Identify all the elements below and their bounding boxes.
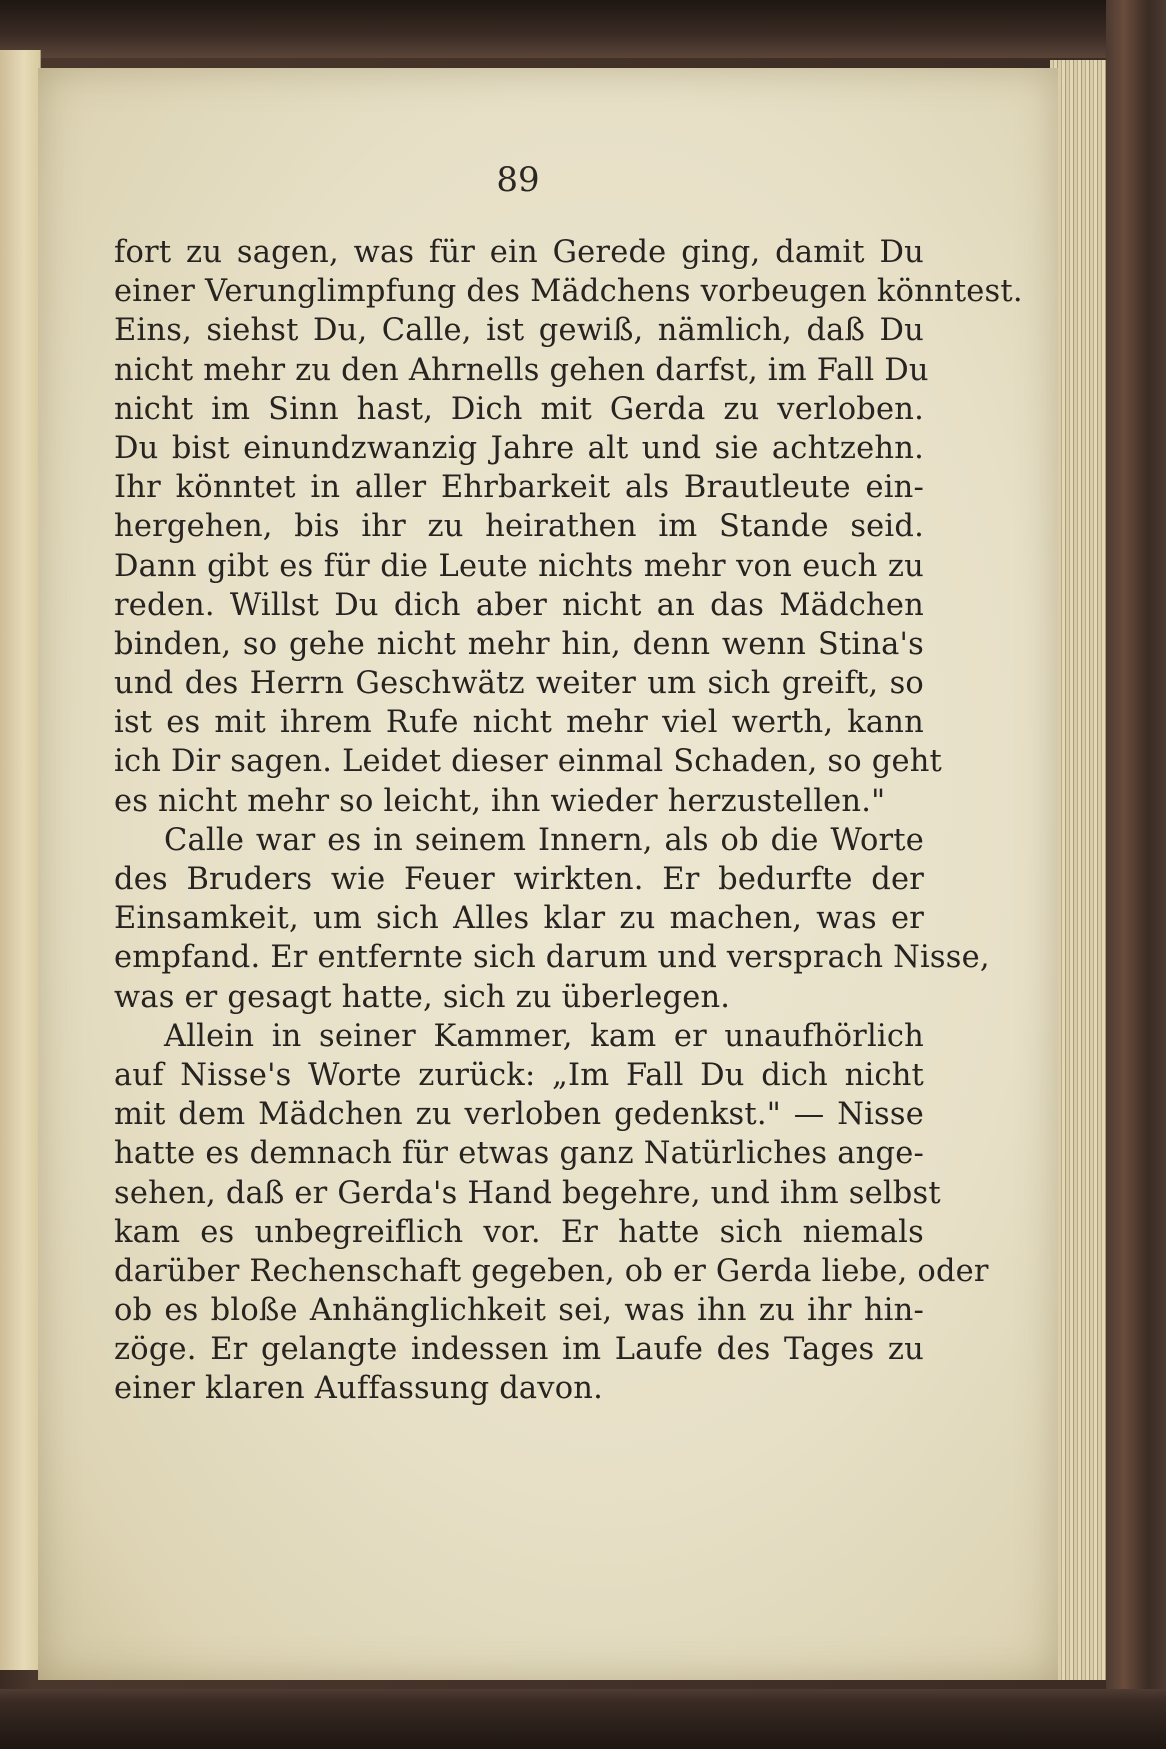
- text-line: darüber Rechenschaft gegeben, ob er Gerda liebe, oder: [114, 1253, 989, 1289]
- book-page: [38, 68, 1058, 1680]
- text-line: kam es unbegreiflich vor. Er hatte sich niemals: [114, 1214, 924, 1250]
- text-line: Allein in seiner Kammer, kam er unaufhörlich: [164, 1018, 924, 1054]
- body-text: [114, 233, 1023, 1409]
- facing-page-edge: [0, 50, 41, 1670]
- book-cover-bottom-edge: [0, 1689, 1166, 1749]
- page-number: 89: [496, 160, 540, 200]
- text-line: auf Nisse's Worte zurück: „Im Fall Du dich nicht: [114, 1057, 924, 1093]
- book-cover-top-edge: [0, 0, 1166, 58]
- text-line: reden. Willst Du dich aber nicht an das Mädchen: [114, 587, 924, 623]
- text-line: sehen, daß er Gerda's Hand begehre, und ihm selbst: [114, 1175, 941, 1211]
- text-line: was er gesagt hatte, sich zu überlegen.: [114, 979, 731, 1015]
- text-line: des Bruders wie Feuer wirkten. Er bedurfte der: [114, 862, 924, 897]
- text-line: und des Herrn Geschwätz weiter um sich greift, so: [114, 666, 924, 702]
- text-line: hatte es demnach für etwas ganz Natürliches ange-: [114, 1136, 924, 1172]
- text-line: Ihr könntet in aller Ehrbarkeit als Brautleute ein-: [114, 470, 924, 506]
- text-line: zöge. Er gelangte indessen im Laufe des Tages zu: [114, 1332, 924, 1368]
- text-line: ich Dir sagen. Leidet dieser einmal Schaden, so geht: [114, 744, 942, 780]
- text-line: Du bist einundzwanzig Jahre alt und sie achtzehn.: [114, 430, 924, 466]
- text-line: Einsamkeit, um sich Alles klar zu machen, was er: [114, 901, 924, 937]
- text-line: Eins, siehst Du, Calle, ist gewiß, nämlich, daß Du: [114, 313, 924, 349]
- text-line: empfand. Er entfernte sich darum und versprach Nisse,: [114, 940, 990, 976]
- text-line: Calle war es in seinem Innern, als ob die Worte: [164, 822, 924, 858]
- text-line: ob es bloße Anhänglichkeit sei, was ihn zu ihr hin-: [114, 1293, 924, 1329]
- text-line: es nicht mehr so leicht, ihn wieder herzustellen.": [114, 783, 886, 819]
- text-line: nicht im Sinn hast, Dich mit Gerda zu verloben.: [114, 391, 924, 427]
- text-line: Dann gibt es für die Leute nichts mehr von euch zu: [114, 548, 924, 584]
- book-cover-right-edge: [1106, 0, 1166, 1749]
- text-line: einer klaren Auffassung davon.: [114, 1371, 604, 1407]
- text-line: binden, so gehe nicht mehr hin, denn wenn Stina's: [114, 626, 924, 662]
- text-line: nicht mehr zu den Ahrnells gehen darfst, im Fall Du: [114, 352, 929, 388]
- text-line: einer Verunglimpfung des Mädchens vorbeugen könntest.: [114, 274, 1023, 310]
- text-line: hergehen, bis ihr zu heirathen im Stande seid.: [114, 509, 924, 545]
- text-line: mit dem Mädchen zu verloben gedenkst." — Nisse: [114, 1097, 924, 1133]
- text-line: fort zu sagen, was für ein Gerede ging, damit Du: [114, 235, 924, 270]
- text-line: ist es mit ihrem Rufe nicht mehr viel werth, kann: [114, 705, 924, 741]
- page-stack-edge: [1050, 60, 1108, 1680]
